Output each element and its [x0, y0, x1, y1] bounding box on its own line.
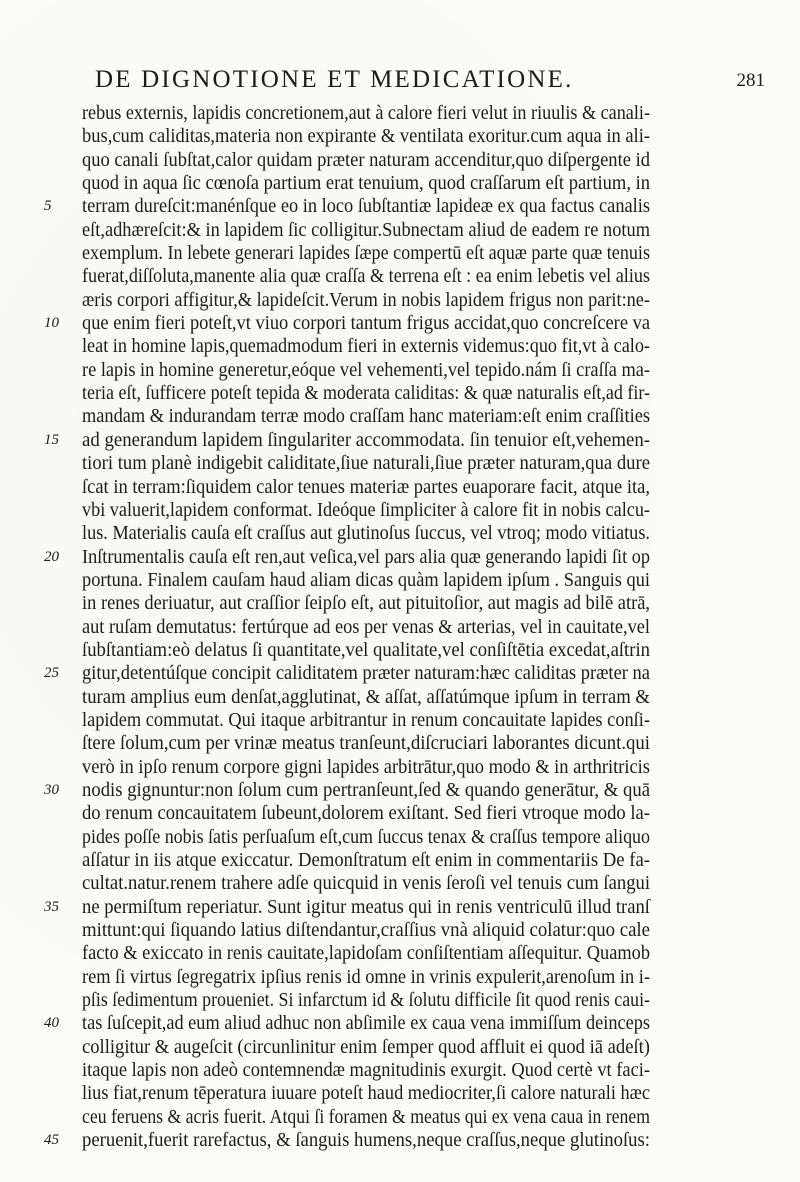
line-text: colligitur & augeſcit (circunlinitur enim ſemper quod affluit ei quod iā adeſt): [82, 1036, 650, 1058]
text-line: [44, 546, 652, 569]
text-line: [82, 826, 652, 849]
line-text: ad generandum lapidem ſingulariter accommodata. ſin tenuior eſt,vehemen-: [82, 429, 650, 451]
line-text: aut ruſam demutatus: fertúrque ad eos per venas & arterias, vel in cauitate,vel: [82, 616, 650, 638]
text-line: [44, 312, 652, 335]
line-text: peruenit,fuerit rarefactus, & ſanguis humens,neque craſſus,neque glutinoſus:: [82, 1130, 650, 1152]
line-number: 25: [44, 665, 59, 682]
line-text: turam amplius eum denſat,agglutinat, & aſſat, aſſatúmque ipſum in terram &: [82, 686, 650, 708]
text-line: [82, 102, 652, 125]
line-text: Inſtrumentalis cauſa eſt ren,aut veſica,vel pars alia quæ generando lapidi ſit op: [82, 546, 650, 568]
text-line: [82, 569, 652, 592]
line-text: quod in aqua ſic cœnoſa partium erat tenuium, quod craſſarum eſt partium, in: [82, 173, 650, 195]
line-text: facto & exiccato in renis cauitate,lapidoſam conſiſtentiam aſſequitur. Quamob: [82, 943, 650, 965]
page-header: [95, 66, 765, 96]
text-line: [44, 195, 652, 218]
body-text: [44, 102, 652, 1152]
line-text: pſis ſedimentum proueniet. Si infarctum id & ſolutu difficile ſit quod renis caui-: [82, 990, 650, 1012]
text-line: [82, 639, 652, 662]
line-text: exemplum. In lebete generari lapides ſæpe compertū eſt aquæ parte quæ tenuis: [82, 243, 650, 265]
text-line: [82, 125, 652, 148]
line-number: 5: [44, 198, 52, 215]
text-line: [44, 896, 652, 919]
line-text: lius fiat,renum tēperatura iuuare poteſt haud mediocriter,ſi calore naturali hæc: [82, 1083, 650, 1105]
text-line: [82, 1059, 652, 1082]
line-text: itaque lapis non adeò contemnendæ magnitudinis exurgit. Quod certè vt faci-: [82, 1060, 650, 1082]
text-line: [82, 172, 652, 195]
text-line: [44, 662, 652, 685]
line-text: tiori tum planè indigebit caliditate,ſiue naturali,ſiue præter naturam,qua dure: [82, 453, 650, 475]
text-line: [44, 1129, 652, 1152]
line-text: quo canali ſubſtat,calor quidam præter naturam accenditur,quo diſpergente id: [82, 149, 650, 171]
line-text: mittunt:qui ſiquando latius diſtendantur,craſſius vnà aliquid colatur:quo cale: [82, 920, 650, 942]
line-number: 10: [44, 315, 59, 332]
text-line: [82, 219, 652, 242]
text-line: [82, 405, 652, 428]
text-line: [82, 335, 652, 358]
text-line: [82, 289, 652, 312]
line-text: rebus externis, lapidis concretionem,aut à calore fieri velut in riuulis & canali-: [82, 103, 650, 124]
line-text: ſubſtantiam:eò delatus ſi quantitate,vel qualitate,vel conſiſtētia excedat,aſtrin: [82, 639, 650, 661]
line-text: ceu feruens & acris fuerit. Atqui ſi foramen & meatus qui ex vena caua in renem: [82, 1106, 650, 1128]
line-text: æris corpori affigitur,& lapideſcit.Verum in nobis lapidem frigus non parit:ne-: [82, 289, 650, 311]
text-line: [82, 149, 652, 172]
text-line: [82, 872, 652, 895]
text-line: [82, 265, 652, 288]
text-line: [82, 756, 652, 779]
line-text: eſt,adhæreſcit:& in lapidem ſic colligitur.Subnectam aliud de eadem re notum: [82, 219, 650, 241]
line-text: leat in homine lapis,quemadmodum fieri in externis videmus:quo fit,vt à calo-: [82, 336, 650, 358]
line-text: verò in ipſo renum corpore gigni lapides arbitrātur,quo modo & in arthritricis: [82, 756, 650, 778]
line-text: in renes deriuatur, aut craſſior ſeipſo eſt, aut pituitoſior, aut magis ad bilē atrā,: [82, 593, 650, 615]
text-line: [82, 499, 652, 522]
line-number: 15: [44, 431, 59, 448]
line-number: 30: [44, 781, 59, 798]
line-text: que enim fieri poteſt,vt viuo corpori tantum frigus accidat,quo concreſcere va: [82, 313, 650, 335]
text-line: [82, 989, 652, 1012]
text-line: [82, 919, 652, 942]
text-line: [82, 942, 652, 965]
text-line: [44, 1012, 652, 1035]
text-line: [82, 802, 652, 825]
line-text: tas ſuſcepit,ad eum aliud adhuc non abſimile ex caua vena immiſſum deinceps: [82, 1013, 650, 1035]
text-line: [82, 1036, 652, 1059]
text-line: [82, 242, 652, 265]
line-text: nodis gignuntur:non ſolum cum pertranſeunt,ſed & quando generātur, & quā: [82, 779, 650, 801]
line-number: 20: [44, 548, 59, 565]
line-text: bus,cum caliditas,materia non expirante & ventilata exoritur.cum aqua in ali-: [82, 126, 650, 148]
line-text: do renum concauitatem ſubeunt,dolorem exiſtant. Sed fieri vtroque modo la-: [82, 803, 650, 825]
text-line: [82, 452, 652, 475]
text-line: [82, 522, 652, 545]
line-text: teria eſt, ſufficere poteſt tepida & moderata caliditas: & quæ naturalis eſt,ad fir-: [82, 383, 650, 405]
running-title: DE DIGNOTIONE ET MEDICATIONE.: [95, 66, 574, 93]
text-line: [82, 849, 652, 872]
text-line: [44, 429, 652, 452]
line-text: ne permiſtum reperiatur. Sunt igitur meatus qui in renis ventriculū illud tranſ: [82, 896, 650, 918]
line-text: cultat.natur.renem trahere adſe quicquid in venis ſeroſi vel tenuis cum ſangui: [82, 873, 650, 895]
text-line: [82, 382, 652, 405]
line-number: 35: [44, 898, 59, 915]
line-number: 45: [44, 1132, 59, 1149]
text-line: [82, 686, 652, 709]
text-line: [82, 1082, 652, 1105]
line-text: lus. Materialis cauſa eſt craſſus aut glutinoſus ſuccus, vel vtroq; modo vitiatus.: [82, 523, 650, 545]
line-text: vbi valuerit,lapidem conformat. Ideóque ſimpliciter à calore fit in nobis calcu-: [82, 499, 650, 521]
text-line: [82, 616, 652, 639]
text-line: [82, 359, 652, 382]
line-text: pides poſſe nobis ſatis perſuaſum eſt,cum ſuccus tenax & craſſus tempore aliquo: [82, 826, 650, 848]
line-text: gitur,detentúſque concipit caliditatem præter naturam:hæc caliditas præter na: [82, 663, 650, 685]
line-text: rem ſi virtus ſegregatrix ipſius renis id omne in vrinis expulerit,arenoſum in i-: [82, 966, 650, 988]
page-number: 281: [736, 70, 765, 91]
text-line: [82, 1106, 652, 1129]
line-text: lapidem commutat. Qui itaque arbitrantur in renum concauitate lapides conſi-: [82, 709, 650, 731]
line-text: aſſatur in iis atque exiccatur. Demonſtratum eſt enim in commentariis De fa-: [82, 850, 650, 871]
line-text: terram dureſcit:manénſque eo in loco ſubſtantiæ lapideæ ex qua factus canalis: [82, 196, 650, 218]
text-line: [44, 779, 652, 802]
line-text: ſcat in terram:ſiquidem calor tenues materiæ partes euaporare facit, atque ita,: [82, 476, 650, 498]
line-text: fuerat,diſſoluta,manente alia quæ craſſa & terrena eſt : ea enim lebetis vel alius: [82, 266, 650, 288]
text-line: [82, 732, 652, 755]
line-number: 40: [44, 1015, 59, 1032]
text-line: [82, 966, 652, 989]
line-text: ſtere ſolum,cum per vrinæ meatus tranſeunt,diſcruciari laborantes dicunt.qui: [82, 733, 650, 755]
text-line: [82, 592, 652, 615]
text-line: [82, 709, 652, 732]
line-text: re lapis in homine generetur,eóque vel vehementi,vel tepido.nám ſi craſſa ma-: [82, 359, 650, 381]
line-text: portuna. Finalem cauſam haud aliam dicas quàm lapidem ipſum . Sanguis qui: [82, 569, 650, 591]
text-line: [82, 476, 652, 499]
line-text: mandam & indurandam terræ modo craſſam hanc materiam:eſt enim craſſities: [82, 406, 650, 428]
